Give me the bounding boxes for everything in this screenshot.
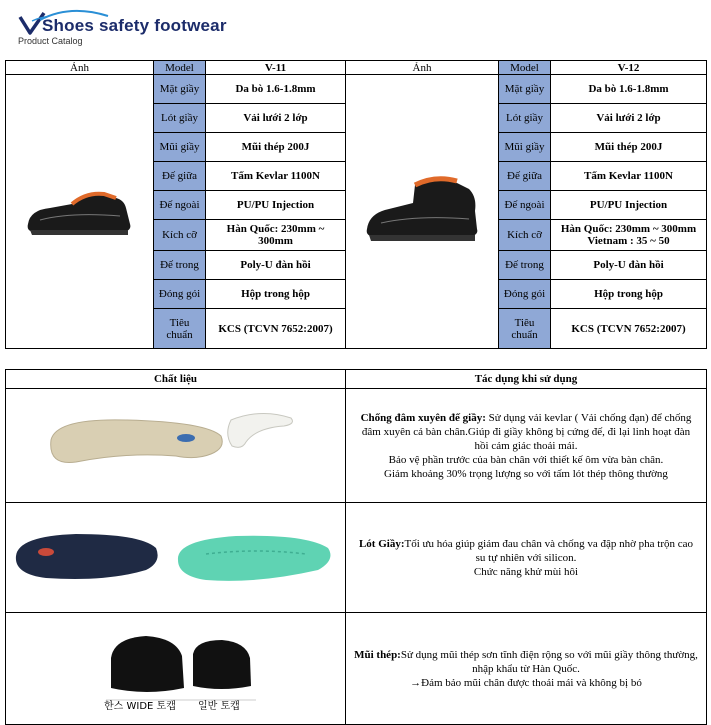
col-photo-header: Ảnh (346, 61, 499, 75)
spec-label: Mũi giầy (499, 133, 551, 162)
features-table (5, 369, 707, 725)
toecap-caption-wide: 한스 WIDE 토캡 (104, 701, 176, 712)
model-v11: V-11 (206, 61, 346, 75)
spec-value: KCS (TCVN 7652:2007) (206, 309, 346, 349)
size-korea: Hàn Quốc: 230mm ~ 300mm (560, 223, 697, 235)
spec-label: Kích cỡ (154, 220, 206, 251)
spec-label: Đóng gói (499, 280, 551, 309)
brand-name: Shoes safety footwear (42, 16, 227, 35)
shoe-photo-v11 (6, 75, 154, 349)
model-v12: V-12 (551, 61, 707, 75)
col-model-header: Model (499, 61, 551, 75)
insole-image (6, 503, 346, 613)
spec-value: Vải lưới 2 lớp (206, 104, 346, 133)
brand-tagline: Product Catalog (18, 36, 83, 46)
spec-label: Đế giữa (499, 162, 551, 191)
kevlar-plate-icon (6, 390, 346, 502)
spec-label: Đế ngoài (499, 191, 551, 220)
spec-label: Đế ngoài (154, 191, 206, 220)
toecap-line2: →Đảm bảo mũi chân được thoải mái và không bị bó (410, 676, 642, 689)
toecap-caption-normal: 일반 토캡 (198, 701, 240, 712)
kevlar-text: Sử dụng vải kevlar ( Vải chống đạn) để chống đâm xuyên cả bàn chân.Giúp đi giầy không bị cứng đế, đi lại linh hoạt đàn hồi cảm giác thoải mái. (361, 411, 692, 452)
insole-pair-icon (6, 504, 346, 612)
col-effect-header: Tác dụng khi sử dụng (346, 370, 707, 389)
spec-label: Đế giữa (154, 162, 206, 191)
kevlar-line2: Bảo vệ phần trước của bàn chân với thiết kế ôm vừa bàn chân. (388, 453, 664, 466)
kevlar-title: Chống đâm xuyên đế giầy: (360, 411, 486, 424)
kevlar-insole-image (6, 389, 346, 503)
mid-cut-shoe-icon (357, 167, 487, 257)
spec-label: Đế trong (499, 251, 551, 280)
insole-description (346, 503, 707, 613)
spec-label: Mũi giầy (154, 133, 206, 162)
spec-value: Poly-U đàn hồi (551, 251, 707, 280)
spec-value: KCS (TCVN 7652:2007) (551, 309, 707, 349)
spec-value: Poly-U đàn hồi (206, 251, 346, 280)
spec-table (5, 60, 707, 349)
low-cut-shoe-icon (20, 172, 140, 252)
spec-label: Đóng gói (154, 280, 206, 309)
steel-toecap-icon (6, 614, 346, 724)
spec-value: Tấm Kevlar 1100N (551, 162, 707, 191)
spec-label: Kích cỡ (499, 220, 551, 251)
toecap-text: Sử dụng mũi thép sơn tĩnh điện rộng so với mũi giầy thông thường, nhập khẩu từ Hàn Quốc. (400, 648, 698, 675)
spec-label: Lót giầy (499, 104, 551, 133)
spec-label: Tiêu chuẩn (499, 309, 551, 349)
spec-label: Đế trong (154, 251, 206, 280)
spec-value: Mũi thép 200J (551, 133, 707, 162)
col-photo-header: Ảnh (6, 61, 154, 75)
spec-label: Lót giầy (154, 104, 206, 133)
shoe-photo-v12 (346, 75, 499, 349)
insole-text: Tối ưu hóa giúp giảm đau chân và chống va đập nhờ pha trộn cao su tự nhiên với silicon. (404, 537, 694, 564)
toecap-image (6, 613, 346, 725)
spec-value: PU/PU Injection (206, 191, 346, 220)
spec-value: Hàn Quốc: 230mm ~ 300mm (206, 220, 346, 251)
spec-value (551, 220, 707, 251)
spec-value: PU/PU Injection (551, 191, 707, 220)
insole-title: Lót Giầy: (358, 537, 405, 550)
spec-value: Da bò 1.6-1.8mm (551, 75, 707, 104)
spec-value: Mũi thép 200J (206, 133, 346, 162)
spec-value: Da bò 1.6-1.8mm (206, 75, 346, 104)
kevlar-line3: Giảm khoảng 30% trọng lượng so với tấm lót thép thông thường (384, 467, 668, 480)
size-vietnam: Vietnam : 35 ~ 50 (587, 235, 670, 247)
toecap-title: Mũi thép: (354, 648, 401, 661)
spec-value: Tấm Kevlar 1100N (206, 162, 346, 191)
insole-line2: Chức năng khử mùi hôi (473, 565, 579, 578)
col-model-header: Model (154, 61, 206, 75)
kevlar-description (346, 389, 707, 503)
toecap-description (346, 613, 707, 725)
spec-value: Hộp trong hộp (551, 280, 707, 309)
col-material-header: Chất liệu (6, 370, 346, 389)
spec-label: Tiêu chuẩn (154, 309, 206, 349)
page-header (0, 0, 711, 60)
spec-value: Hộp trong hộp (206, 280, 346, 309)
spec-value: Vải lưới 2 lớp (551, 104, 707, 133)
spec-label: Mặt giầy (154, 75, 206, 104)
spec-label: Mặt giầy (499, 75, 551, 104)
